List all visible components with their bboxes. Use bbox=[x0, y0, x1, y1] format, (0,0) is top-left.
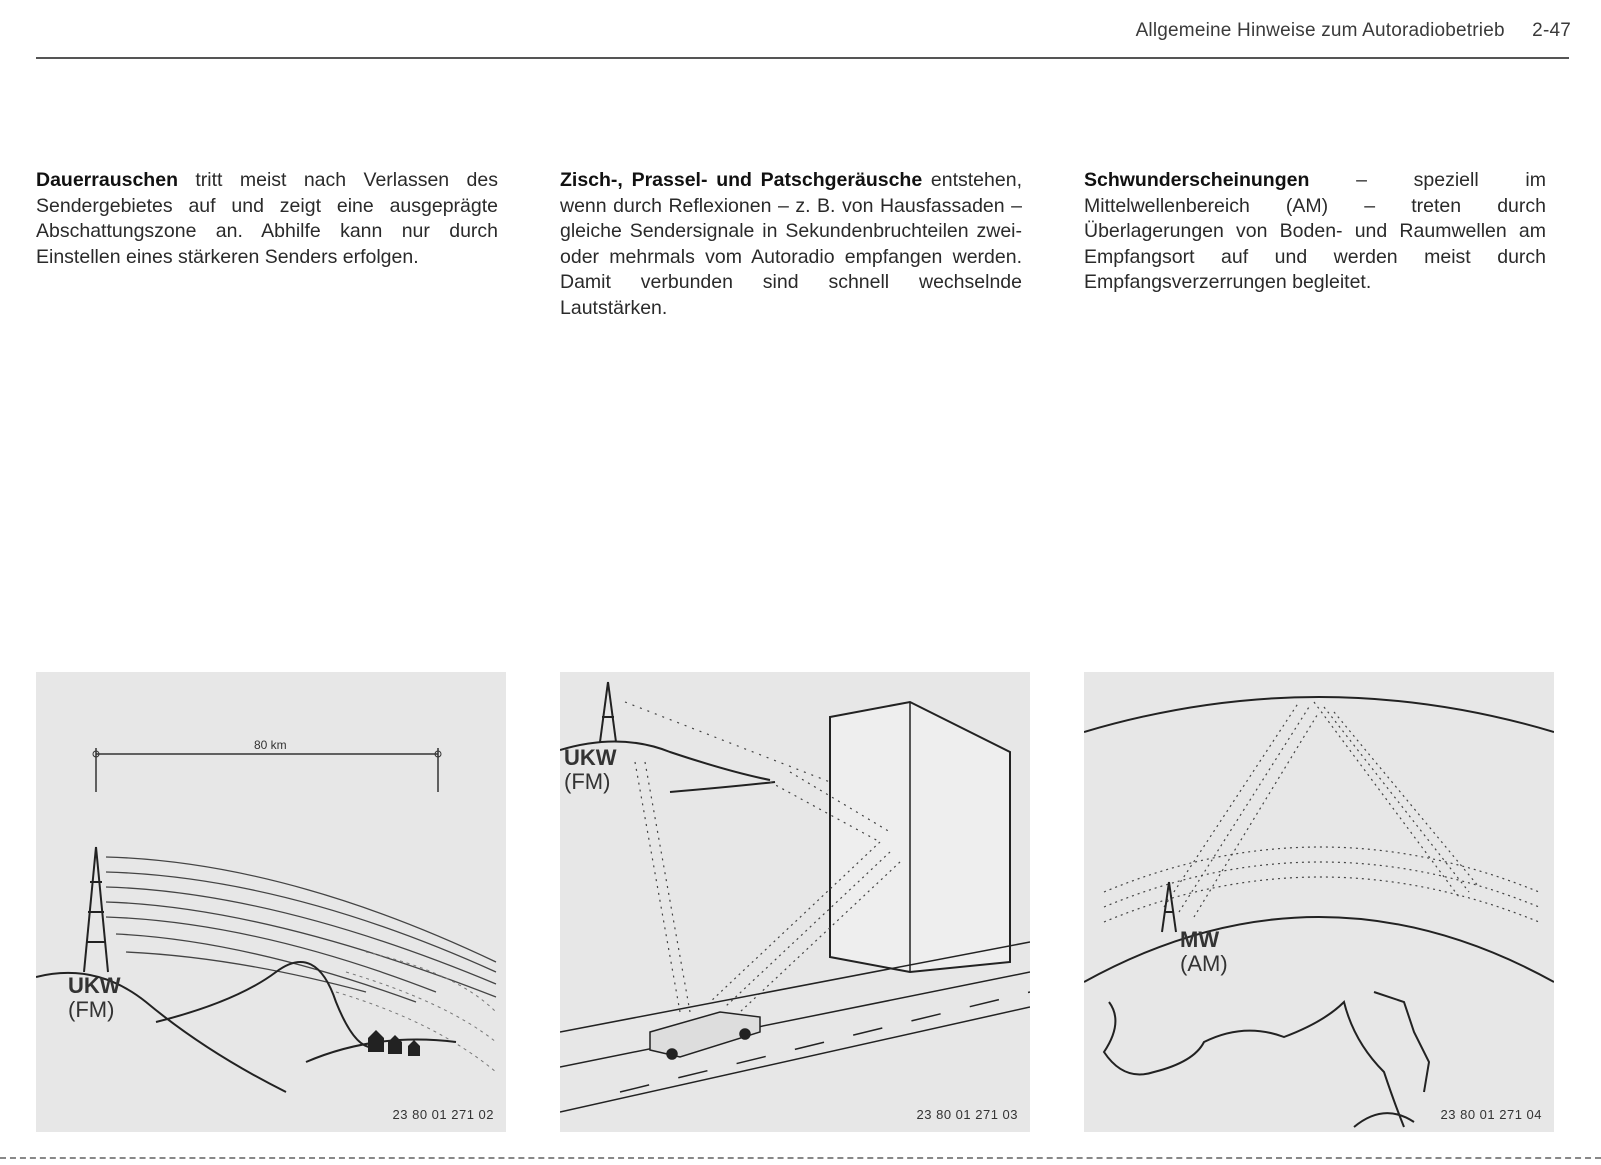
figure-3-band: MW bbox=[1180, 927, 1220, 952]
column-1-heading: Dauerrauschen bbox=[36, 169, 178, 191]
figure-2-band-label bbox=[564, 746, 617, 794]
column-2-body: entstehen, wenn durch Reflexionen – z. B. von Hausfassaden – gleiche Sendersignale in Sekundenbruchteilen zwei- oder mehrmals vom Autoradio empfangen werden. Damit verbunden sind schnell wechselnde Lautstärken. bbox=[560, 169, 1022, 319]
column-3-body: – speziell im Mittelwellenbereich (AM) – treten durch Überlagerungen von Boden- und Raumwellen am Empfangsort auf und werden meist durch Empfangsverzerrungen begleitet. bbox=[1084, 169, 1546, 293]
figure-1-band-sub: (FM) bbox=[68, 997, 115, 1022]
column-3-text bbox=[1084, 168, 1546, 296]
figure-2-band-sub: (FM) bbox=[564, 769, 611, 794]
column-2-text bbox=[560, 168, 1022, 321]
column-1-body: tritt meist nach Verlassen des Sendergebietes auf und zeigt eine ausgeprägte Abschattungszone an. Abhilfe kann nur durch Einstellen eines stärkeren Senders erfolgen. bbox=[36, 169, 498, 268]
figure-1-code: 23 80 01 271 02 bbox=[392, 1107, 494, 1122]
distance-label: 80 km bbox=[254, 738, 287, 752]
column-1-text bbox=[36, 168, 498, 270]
figure-3-illustration bbox=[1084, 672, 1554, 1132]
header-rule bbox=[36, 57, 1569, 59]
figure-fading bbox=[1084, 672, 1554, 1132]
figure-2-code: 23 80 01 271 03 bbox=[916, 1107, 1018, 1122]
page-number: 2-47 bbox=[1532, 20, 1571, 41]
figure-2-illustration bbox=[560, 672, 1030, 1132]
bottom-rule bbox=[0, 1157, 1601, 1159]
figure-1-band-label bbox=[68, 974, 121, 1022]
figure-1-band: UKW bbox=[68, 973, 121, 998]
figure-shadow-zone bbox=[36, 672, 506, 1132]
figure-reflection bbox=[560, 672, 1030, 1132]
page-header bbox=[0, 20, 1571, 42]
figure-3-code: 23 80 01 271 04 bbox=[1440, 1107, 1542, 1122]
header-title: Allgemeine Hinweise zum Autoradiobetrieb bbox=[1135, 20, 1505, 41]
column-3-heading: Schwunderscheinungen bbox=[1084, 169, 1310, 191]
figure-3-band-sub: (AM) bbox=[1180, 951, 1228, 976]
figure-3-band-label bbox=[1180, 928, 1228, 976]
figure-2-band: UKW bbox=[564, 745, 617, 770]
column-2-heading: Zisch-, Prassel- und Patschgeräusche bbox=[560, 169, 923, 191]
